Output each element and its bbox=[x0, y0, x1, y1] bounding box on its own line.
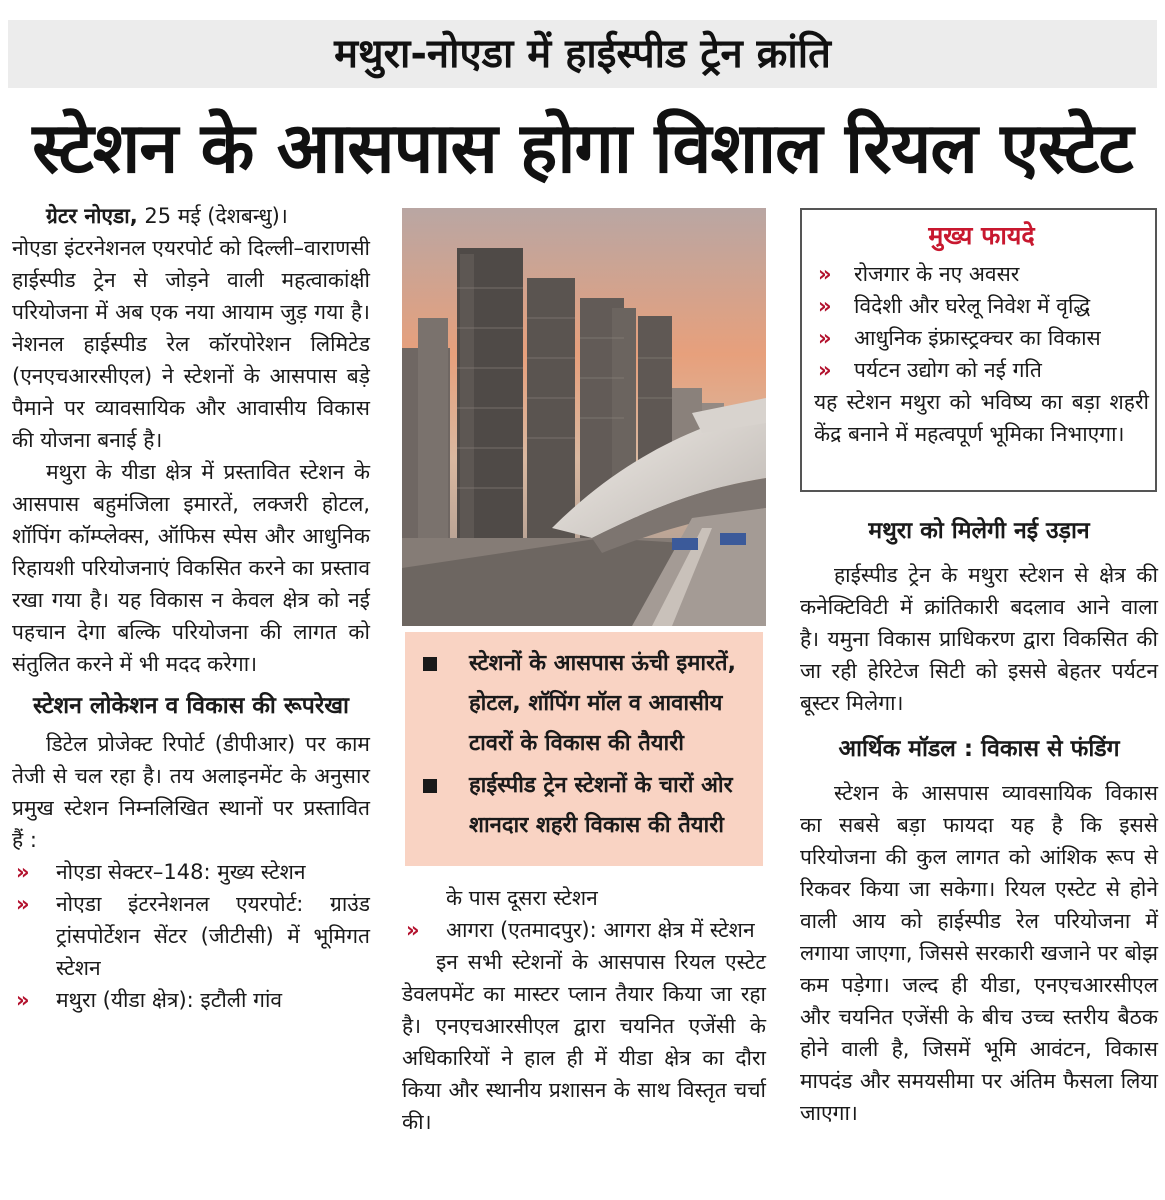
pull-quote-text: स्टेशनों के आसपास ऊंची इमारतें, होटल, शॉपिंग मॉल व आवासीय टावरों के विकास की तैयारी bbox=[469, 651, 736, 756]
pull-quote-box bbox=[405, 632, 763, 866]
lead-paragraph bbox=[12, 200, 370, 456]
paragraph-text: नोएडा इंटरनेशनल एयरपोर्ट को दिल्ली–वाराणसी हाईस्पीड ट्रेन से जोड़ने वाली महत्वाकांक्षी परियोजना में अब एक नया आयाम जुड़ गया है। नेशनल हाईस्पीड रेल कॉरपोरेशन लिमिटेड (एनएचआरसीएल) ने स्टेशनों के आसपास बड़े पैमाने पर व्यावसायिक और आवासीय विकास की योजना बनाई है। bbox=[12, 236, 370, 452]
station-list-item bbox=[402, 914, 766, 946]
benefits-summary: यह स्टेशन मथुरा को भविष्य का बड़ा शहरी केंद्र बनाने में महत्वपूर्ण भूमिका निभाएगा। bbox=[814, 390, 1149, 446]
station-list-item bbox=[12, 856, 370, 888]
station-photo bbox=[402, 208, 766, 626]
pull-quote-text: हाईस्पीड ट्रेन स्टेशनों के चारों ओर शानदार शहरी विकास की तैयारी bbox=[469, 773, 733, 838]
double-chevron-icon: » bbox=[16, 860, 30, 884]
benefit-item bbox=[814, 354, 1149, 386]
double-chevron-icon: » bbox=[818, 294, 832, 318]
double-chevron-icon: » bbox=[16, 988, 30, 1012]
station-text: नोएडा सेक्टर–148: मुख्य स्टेशन bbox=[56, 860, 306, 884]
station-text: मथुरा (यीडा क्षेत्र): इटौली गांव bbox=[56, 988, 283, 1012]
kicker-banner: मथुरा-नोएडा में हाईस्पीड ट्रेन क्रांति bbox=[8, 20, 1157, 88]
pull-quote bbox=[419, 766, 753, 846]
double-chevron-icon: » bbox=[818, 326, 832, 350]
headline: स्टेशन के आसपास होगा विशाल रियल एस्टेट bbox=[32, 107, 1133, 189]
dateline-date: 25 मई (देशबन्धु)। bbox=[137, 204, 288, 228]
paragraph: इन सभी स्टेशनों के आसपास रियल एस्टेट डेवलपमेंट का मास्टर प्लान तैयार किया जा रहा है। एनएचआरसीएल द्वारा चयनित एजेंसी के अधिकारियों ने हाल ही में यीडा क्षेत्र का दौरा किया और स्थानीय प्रशासन के साथ विस्तृत चर्चा की। bbox=[402, 950, 766, 1134]
paragraph: मथुरा के यीडा क्षेत्र में प्रस्तावित स्टेशन के आसपास बहुमंजिला इमारतें, लक्जरी होटल, शॉपिंग कॉम्प्लेक्स, ऑफिस स्पेस और आधुनिक रिहायशी परियोजनाएं विकसित करने का प्रस्ताव रखा गया है। यह विकास न केवल क्षेत्र को नई पहचान देगा बल्कि परियोजना की लागत को संतुलित करने में भी मदद करेगा। bbox=[12, 460, 370, 676]
subheading-station-location: स्टेशन लोकेशन व विकास की रूपरेखा bbox=[32, 693, 350, 719]
benefit-item bbox=[814, 290, 1149, 322]
double-chevron-icon: » bbox=[818, 358, 832, 382]
subheading-economic-model: आर्थिक मॉडल : विकास से फंडिंग bbox=[838, 736, 1120, 762]
benefits-title: मुख्य फायदे bbox=[928, 221, 1035, 250]
pull-quote bbox=[419, 644, 753, 764]
benefits-box bbox=[800, 208, 1157, 492]
double-chevron-icon: » bbox=[818, 262, 832, 286]
square-bullet-icon bbox=[423, 657, 437, 671]
station-photo-illustration bbox=[402, 208, 766, 626]
continuation-text: के पास दूसरा स्टेशन bbox=[446, 886, 598, 910]
benefit-text: पर्यटन उद्योग को नई गति bbox=[854, 358, 1042, 382]
station-text: आगरा (एतमादपुर): आगरा क्षेत्र में स्टेशन bbox=[446, 918, 755, 942]
station-text: नोएडा इंटरनेशनल एयरपोर्ट: ग्राउंड ट्रांसपोर्टेशन सेंटर (जीटीसी) में भूमिगत स्टेशन bbox=[56, 892, 370, 980]
benefit-text: विदेशी और घरेलू निवेश में वृद्धि bbox=[854, 294, 1091, 318]
double-chevron-icon: » bbox=[406, 918, 420, 942]
paragraph: स्टेशन के आसपास व्यावसायिक विकास का सबसे बड़ा फायदा यह है कि इससे परियोजना की कुल लागत को आंशिक रूप से रिकवर किया जा सकेगा। रियल एस्टेट से होने वाली आय को हाईस्पीड रेल परियोजना में लगाया जाएगा, जिससे सरकारी खजाने पर बोझ कम पड़ेगा। जल्द ही यीडा, एनएचआरसीएल और चयनित एजेंसी के बीच उच्च स्तरीय बैठक होने वाली है, जिसमें भूमि आवंटन, विकास मापदंड और समयसीमा पर अंतिम फैसला लिया जाएगा। bbox=[800, 781, 1158, 1125]
benefit-item bbox=[814, 322, 1149, 354]
paragraph: हाईस्पीड ट्रेन के मथुरा स्टेशन से क्षेत्र की कनेक्टिविटी में क्रांतिकारी बदलाव आने वाला है। यमुना विकास प्राधिकरण द्वारा विकसित की जा रही हेरिटेज सिटी को इससे बेहतर पर्यटन बूस्टर मिलेगा। bbox=[800, 563, 1158, 715]
dateline-place: ग्रेटर नोएडा, bbox=[46, 204, 138, 228]
article-column-2 bbox=[402, 882, 766, 1138]
subheading-mathura: मथुरा को मिलेगी नई उड़ान bbox=[868, 518, 1090, 544]
benefit-text: आधुनिक इंफ्रास्ट्रक्चर का विकास bbox=[854, 326, 1101, 350]
benefit-item bbox=[814, 258, 1149, 290]
double-chevron-icon: » bbox=[16, 892, 30, 916]
station-list-item bbox=[12, 888, 370, 984]
paragraph: डिटेल प्रोजेक्ट रिपोर्ट (डीपीआर) पर काम तेजी से चल रहा है। तय अलाइनमेंट के अनुसार प्रमुख स्टेशन निम्नलिखित स्थानों पर प्रस्तावित हैं : bbox=[12, 732, 370, 852]
benefit-text: रोजगार के नए अवसर bbox=[854, 262, 1020, 286]
square-bullet-icon bbox=[423, 779, 437, 793]
article-column-3 bbox=[800, 505, 1158, 1129]
article-column-1 bbox=[12, 200, 370, 1016]
station-list-item bbox=[12, 984, 370, 1016]
